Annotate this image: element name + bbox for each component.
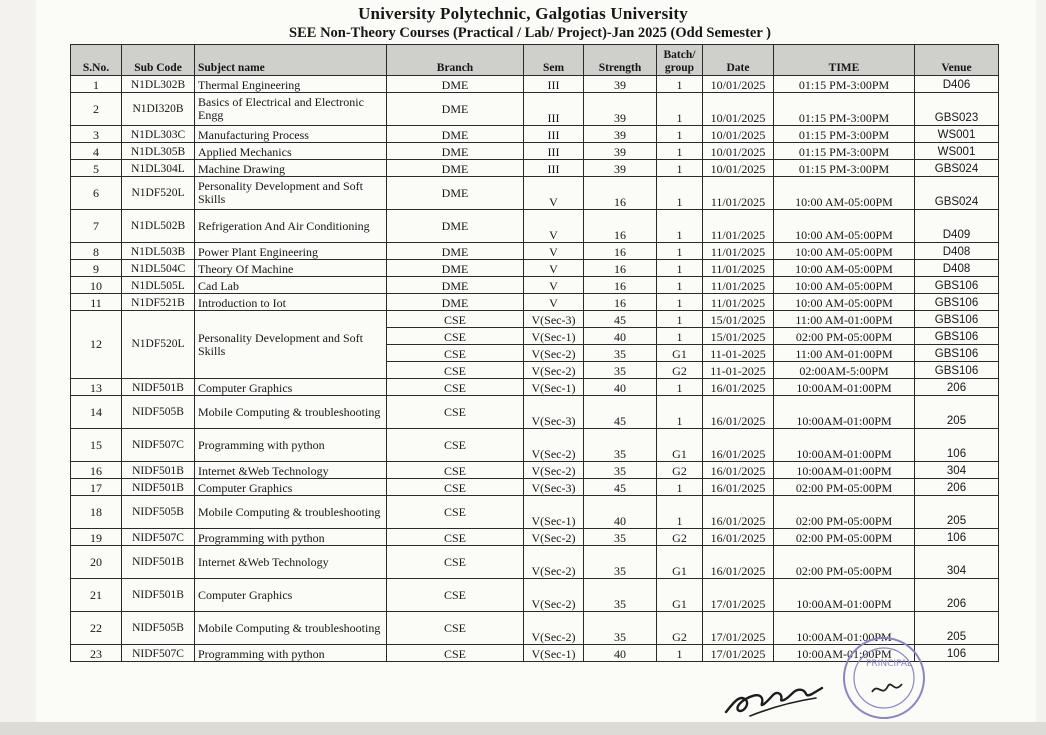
cell-subject: Computer Graphics [195,479,387,496]
cell-subject: Refrigeration And Air Conditioning [195,210,387,243]
cell-sem: V [524,243,584,260]
cell-sem: III [524,143,584,160]
cell-branch: CSE [387,612,524,645]
cell-venue: D408 [915,243,999,260]
cell-sub-code: NIDF501B [122,479,195,496]
cell-date: 11/01/2025 [703,210,774,243]
cell-sem: V [524,277,584,294]
cell-subject: Theory Of Machine [195,260,387,277]
cell-date: 16/01/2025 [703,379,774,396]
cell-sub-code: NIDF501B [122,379,195,396]
cell-strength: 16 [584,210,657,243]
cell-branch: CSE [387,345,524,362]
cell-branch: CSE [387,462,524,479]
cell-branch: DME [387,260,524,277]
cell-strength: 40 [584,379,657,396]
cell-sno: 16 [71,462,122,479]
column-header-batch-group: Batch/ group [657,45,703,76]
cell-venue: D406 [915,76,999,93]
cell-venue: 304 [915,546,999,579]
cell-sub-code: N1DL303C [122,126,195,143]
cell-time: 01:15 PM-3:00PM [774,160,915,177]
cell-subject: Thermal Engineering [195,76,387,93]
table-row [71,429,999,462]
cell-strength: 40 [584,645,657,662]
column-header-subject-name: Subject name [195,45,387,76]
cell-time: 01:15 PM-3:00PM [774,143,915,160]
cell-sub-code: N1DL505L [122,277,195,294]
cell-venue: WS001 [915,143,999,160]
cell-date: 10/01/2025 [703,76,774,93]
cell-date: 11/01/2025 [703,243,774,260]
cell-venue: GBS106 [915,277,999,294]
cell-sub-code: N1DL305B [122,143,195,160]
table-row [71,277,999,294]
cell-strength: 35 [584,529,657,546]
cell-sem: V(Sec-2) [524,612,584,645]
cell-subject: Applied Mechanics [195,143,387,160]
cell-sub-code: N1DL503B [122,243,195,260]
cell-sem: V(Sec-1) [524,496,584,529]
column-header-strength: Strength [584,45,657,76]
column-header-sem: Sem [524,45,584,76]
cell-sno: 15 [71,429,122,462]
cell-sno: 5 [71,160,122,177]
cell-date: 17/01/2025 [703,612,774,645]
table-row [71,379,999,396]
cell-sno: 8 [71,243,122,260]
cell-date: 10/01/2025 [703,160,774,177]
cell-batch: G1 [657,546,703,579]
cell-venue: 206 [915,379,999,396]
cell-date: 17/01/2025 [703,645,774,662]
cell-sem: V [524,294,584,311]
cell-sub-code: NIDF501B [122,579,195,612]
seal-text: PRINCIPAL [866,659,913,669]
cell-branch: CSE [387,379,524,396]
cell-sem: V [524,210,584,243]
cell-date: 10/01/2025 [703,143,774,160]
cell-branch: CSE [387,396,524,429]
cell-sem: V(Sec-2) [524,429,584,462]
cell-sno: 4 [71,143,122,160]
cell-sno: 2 [71,93,122,126]
cell-branch: DME [387,93,524,126]
cell-venue: GBS106 [915,294,999,311]
cell-date: 16/01/2025 [703,496,774,529]
cell-time: 10:00 AM-05:00PM [774,294,915,311]
cell-batch: 1 [657,93,703,126]
table-row [71,126,999,143]
cell-branch: DME [387,126,524,143]
cell-batch: 1 [657,210,703,243]
column-header-sub-code: Sub Code [122,45,195,76]
cell-date: 15/01/2025 [703,328,774,345]
cell-subject: Mobile Computing & troubleshooting [195,496,387,529]
cell-branch: CSE [387,529,524,546]
cell-branch: DME [387,210,524,243]
cell-sem: V(Sec-2) [524,546,584,579]
cell-sub-code: NIDF505B [122,396,195,429]
cell-subject: Mobile Computing & troubleshooting [195,612,387,645]
cell-date: 10/01/2025 [703,126,774,143]
cell-batch: 1 [657,396,703,429]
cell-sno: 1 [71,76,122,93]
cell-date: 11-01-2025 [703,345,774,362]
cell-sno: 6 [71,177,122,210]
table-row [71,396,999,429]
cell-sno: 19 [71,529,122,546]
cell-strength: 39 [584,126,657,143]
exam-schedule-table [70,44,999,662]
cell-venue: WS001 [915,126,999,143]
cell-subject: Internet &Web Technology [195,462,387,479]
cell-venue: GBS106 [915,345,999,362]
cell-batch: G2 [657,462,703,479]
cell-sub-code: NIDF507C [122,429,195,462]
cell-strength: 35 [584,345,657,362]
cell-sno: 9 [71,260,122,277]
cell-batch: G2 [657,362,703,379]
table-row [71,160,999,177]
cell-time: 02:00 PM-05:00PM [774,328,915,345]
cell-batch: 1 [657,479,703,496]
cell-sem: V(Sec-2) [524,345,584,362]
scan-shadow [0,722,1046,735]
cell-sem: III [524,76,584,93]
cell-venue: GBS106 [915,311,999,328]
cell-venue: 205 [915,396,999,429]
cell-sub-code: N1DI320B [122,93,195,126]
column-header-venue: Venue [915,45,999,76]
cell-sem: V(Sec-3) [524,311,584,328]
cell-date: 10/01/2025 [703,93,774,126]
cell-strength: 16 [584,243,657,260]
cell-date: 16/01/2025 [703,529,774,546]
cell-sem: V(Sec-1) [524,645,584,662]
cell-sem: V(Sec-3) [524,396,584,429]
cell-sub-code: NIDF501B [122,462,195,479]
cell-batch: 1 [657,277,703,294]
cell-sub-code: NIDF505B [122,612,195,645]
cell-subject: Introduction to Iot [195,294,387,311]
cell-sno: 12 [71,311,122,379]
cell-venue: GBS106 [915,362,999,379]
cell-batch: 1 [657,177,703,210]
cell-time: 10:00AM-01:00PM [774,379,915,396]
table-row [71,93,999,126]
cell-time: 02:00 PM-05:00PM [774,479,915,496]
cell-batch: 1 [657,143,703,160]
cell-strength: 16 [584,177,657,210]
cell-venue: 205 [915,612,999,645]
table-header-row [71,45,999,76]
cell-venue: GBS024 [915,160,999,177]
cell-sno: 23 [71,645,122,662]
cell-sem: V(Sec-2) [524,579,584,612]
cell-sem: V(Sec-3) [524,479,584,496]
cell-strength: 35 [584,579,657,612]
cell-branch: CSE [387,479,524,496]
cell-time: 02:00 PM-05:00PM [774,529,915,546]
cell-time: 10:00 AM-05:00PM [774,277,915,294]
cell-strength: 45 [584,311,657,328]
cell-sub-code: N1DL502B [122,210,195,243]
cell-subject: Personality Development and Soft Skills [195,311,387,379]
cell-strength: 16 [584,294,657,311]
principal-seal [836,632,932,722]
cell-time: 01:15 PM-3:00PM [774,126,915,143]
cell-strength: 35 [584,462,657,479]
column-header-time: TIME [774,45,915,76]
cell-sub-code: N1DL302B [122,76,195,93]
cell-subject: Programming with python [195,429,387,462]
cell-branch: DME [387,277,524,294]
cell-subject: Cad Lab [195,277,387,294]
cell-branch: CSE [387,579,524,612]
cell-sem: V(Sec-2) [524,529,584,546]
cell-strength: 39 [584,93,657,126]
cell-time: 10:00AM-01:00PM [774,429,915,462]
cell-batch: G1 [657,429,703,462]
cell-sem: V [524,260,584,277]
cell-batch: 1 [657,126,703,143]
cell-sno: 10 [71,277,122,294]
cell-venue: D409 [915,210,999,243]
cell-time: 02:00AM-5:00PM [774,362,915,379]
document-subtitle: SEE Non-Theory Courses (Practical / Lab/ Project)-Jan 2025 (Odd Semester ) [289,25,771,41]
cell-batch: 1 [657,76,703,93]
cell-strength: 35 [584,612,657,645]
cell-batch: 1 [657,328,703,345]
cell-strength: 39 [584,76,657,93]
cell-sub-code: NIDF505B [122,496,195,529]
column-header-sno: S.No. [71,45,122,76]
cell-strength: 39 [584,160,657,177]
cell-subject: Machine Drawing [195,160,387,177]
cell-strength: 35 [584,429,657,462]
table-row [71,529,999,546]
cell-date: 11/01/2025 [703,260,774,277]
cell-time: 10:00AM-01:00PM [774,462,915,479]
table-row [71,143,999,160]
cell-venue: 206 [915,579,999,612]
cell-time: 10:00 AM-05:00PM [774,243,915,260]
cell-batch: 1 [657,294,703,311]
cell-batch: G2 [657,612,703,645]
cell-branch: DME [387,243,524,260]
cell-time: 10:00AM-01:00PM [774,612,915,645]
cell-time: 10:00 AM-05:00PM [774,177,915,210]
cell-venue: GBS024 [915,177,999,210]
cell-batch: 1 [657,243,703,260]
cell-sem: III [524,93,584,126]
cell-strength: 40 [584,496,657,529]
cell-date: 17/01/2025 [703,579,774,612]
cell-sub-code: N1DL504C [122,260,195,277]
cell-date: 16/01/2025 [703,396,774,429]
cell-batch: G1 [657,579,703,612]
cell-batch: 1 [657,160,703,177]
cell-date: 16/01/2025 [703,479,774,496]
cell-sno: 3 [71,126,122,143]
table-row [71,243,999,260]
cell-branch: CSE [387,429,524,462]
cell-strength: 35 [584,362,657,379]
cell-sno: 20 [71,546,122,579]
cell-date: 11/01/2025 [703,277,774,294]
cell-branch: CSE [387,496,524,529]
cell-time: 10:00AM-01:00PM [774,396,915,429]
cell-strength: 35 [584,546,657,579]
cell-time: 11:00 AM-01:00PM [774,345,915,362]
cell-sem: V(Sec-1) [524,379,584,396]
cell-sem: III [524,160,584,177]
cell-sno: 14 [71,396,122,429]
cell-branch: CSE [387,328,524,345]
table-row [71,76,999,93]
table-row [71,479,999,496]
signature-mark [720,672,830,722]
cell-batch: G2 [657,529,703,546]
cell-venue: 106 [915,429,999,462]
cell-batch: G1 [657,345,703,362]
cell-sno: 21 [71,579,122,612]
cell-sub-code: NIDF501B [122,546,195,579]
cell-sem: V(Sec-2) [524,462,584,479]
table-row [71,210,999,243]
cell-subject: Personality Development and Soft Skills [195,177,387,210]
cell-batch: 1 [657,645,703,662]
cell-subject: Computer Graphics [195,379,387,396]
cell-batch: 1 [657,260,703,277]
cell-sub-code: NIDF507C [122,645,195,662]
cell-sem: V(Sec-2) [524,362,584,379]
table-row [71,177,999,210]
cell-sub-code: N1DF520L [122,311,195,379]
cell-sno: 13 [71,379,122,396]
cell-sub-code: N1DF520L [122,177,195,210]
cell-venue: D408 [915,260,999,277]
table-row [71,311,999,328]
cell-time: 10:00AM-01:00PM [774,645,915,662]
cell-sno: 17 [71,479,122,496]
cell-branch: DME [387,294,524,311]
cell-date: 11/01/2025 [703,177,774,210]
cell-sub-code: N1DL304L [122,160,195,177]
cell-date: 15/01/2025 [703,311,774,328]
cell-date: 11-01-2025 [703,362,774,379]
cell-branch: DME [387,76,524,93]
cell-branch: CSE [387,362,524,379]
cell-subject: Programming with python [195,645,387,662]
cell-sno: 7 [71,210,122,243]
table-row [71,260,999,277]
cell-batch: 1 [657,311,703,328]
cell-subject: Basics of Electrical and Electronic Engg [195,93,387,126]
cell-branch: CSE [387,645,524,662]
cell-sno: 18 [71,496,122,529]
table-row [71,294,999,311]
cell-venue: 106 [915,645,999,662]
cell-branch: DME [387,177,524,210]
cell-sub-code: NIDF507C [122,529,195,546]
cell-date: 16/01/2025 [703,462,774,479]
cell-time: 01:15 PM-3:00PM [774,93,915,126]
cell-strength: 45 [584,396,657,429]
cell-branch: CSE [387,546,524,579]
cell-branch: DME [387,143,524,160]
cell-subject: Internet &Web Technology [195,546,387,579]
cell-subject: Power Plant Engineering [195,243,387,260]
cell-sno: 22 [71,612,122,645]
cell-venue: GBS106 [915,328,999,345]
cell-time: 10:00 AM-05:00PM [774,210,915,243]
cell-strength: 16 [584,260,657,277]
cell-subject: Mobile Computing & troubleshooting [195,396,387,429]
cell-branch: CSE [387,311,524,328]
column-header-branch: Branch [387,45,524,76]
cell-time: 01:15 PM-3:00PM [774,76,915,93]
cell-strength: 39 [584,143,657,160]
cell-venue: 205 [915,496,999,529]
cell-date: 16/01/2025 [703,546,774,579]
document-title: University Polytechnic, Galgotias University [358,4,688,23]
cell-batch: 1 [657,379,703,396]
table-row [71,546,999,579]
cell-time: 11:00 AM-01:00PM [774,311,915,328]
cell-date: 11/01/2025 [703,294,774,311]
cell-time: 02:00 PM-05:00PM [774,496,915,529]
cell-batch: 1 [657,496,703,529]
cell-sno: 11 [71,294,122,311]
cell-strength: 40 [584,328,657,345]
table-row [71,496,999,529]
cell-time: 10:00 AM-05:00PM [774,260,915,277]
cell-venue: 304 [915,462,999,479]
cell-sem: III [524,126,584,143]
cell-sub-code: N1DF521B [122,294,195,311]
cell-venue: 106 [915,529,999,546]
table-row [71,462,999,479]
cell-date: 16/01/2025 [703,429,774,462]
cell-sem: V [524,177,584,210]
cell-subject: Programming with python [195,529,387,546]
cell-branch: DME [387,160,524,177]
cell-sem: V(Sec-1) [524,328,584,345]
cell-time: 10:00AM-01:00PM [774,579,915,612]
column-header-date: Date [703,45,774,76]
cell-strength: 16 [584,277,657,294]
cell-venue: 206 [915,479,999,496]
table-row [71,579,999,612]
cell-subject: Computer Graphics [195,579,387,612]
cell-strength: 45 [584,479,657,496]
cell-venue: GBS023 [915,93,999,126]
cell-time: 02:00 PM-05:00PM [774,546,915,579]
cell-subject: Manufacturing Process [195,126,387,143]
